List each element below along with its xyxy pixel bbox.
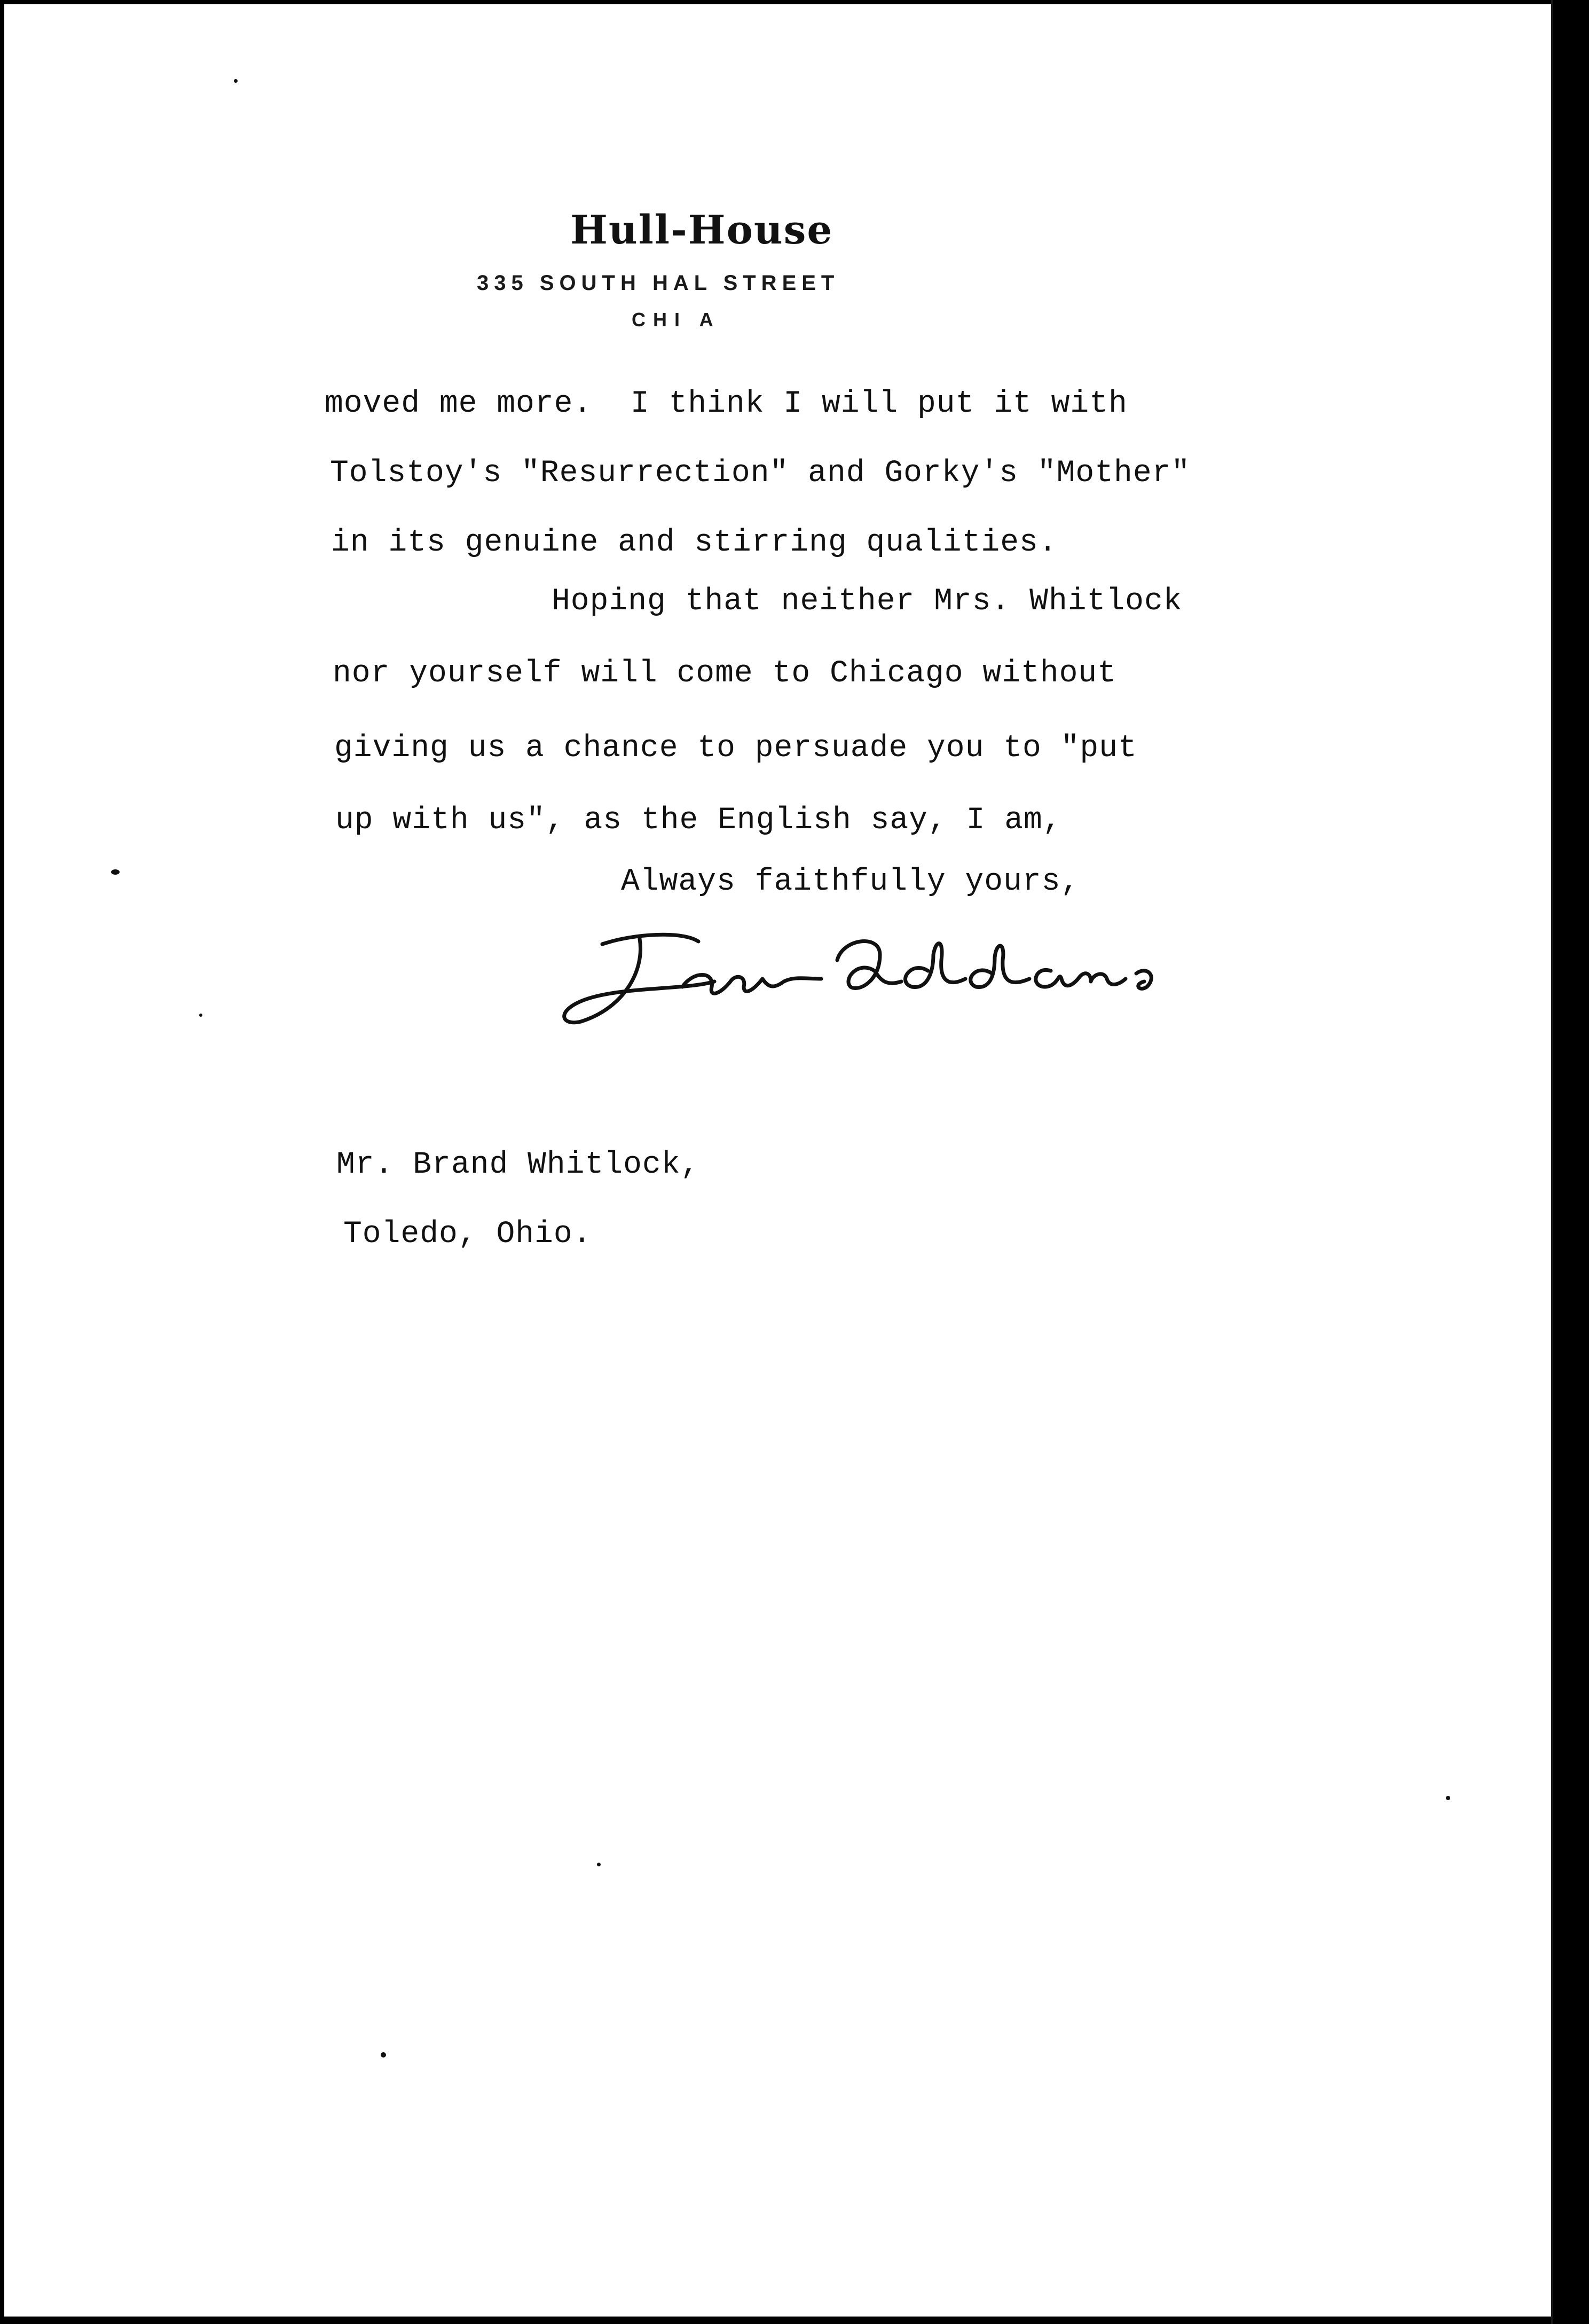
paper-speck (1446, 1796, 1450, 1800)
signature (560, 928, 1190, 1030)
paper-speck (199, 1014, 202, 1017)
paper-speck (597, 1863, 601, 1866)
letterhead-address: 335 SOUTH HAL STREET (477, 271, 840, 295)
scan-edge (1554, 0, 1589, 2324)
paper-speck (111, 869, 120, 875)
closing: Always faithfully yours, (621, 865, 1080, 899)
letterhead-title: Hull-House (570, 207, 833, 253)
body-line: up with us", as the English say, I am, (335, 803, 1062, 838)
body-line: Hoping that neither Mrs. Whitlock (552, 584, 1183, 619)
recipient-name: Mr. Brand Whitlock, (336, 1148, 700, 1182)
body-line: moved me more. I think I will put it with (325, 387, 1128, 421)
body-line: giving us a chance to persuade you to "put (334, 731, 1137, 766)
body-line: in its genuine and stirring qualities. (331, 525, 1058, 560)
letterhead-city: CHI A (632, 309, 721, 331)
body-line: nor yourself will come to Chicago without (333, 656, 1117, 691)
scan-edge-line (1551, 0, 1553, 2324)
paper-speck (234, 79, 238, 83)
letter-page (4, 4, 1553, 2317)
recipient-city: Toledo, Ohio. (343, 1217, 592, 1252)
paper-speck (381, 2052, 386, 2058)
body-line: Tolstoy's "Resurrection" and Gorky's "Mother" (330, 456, 1191, 491)
